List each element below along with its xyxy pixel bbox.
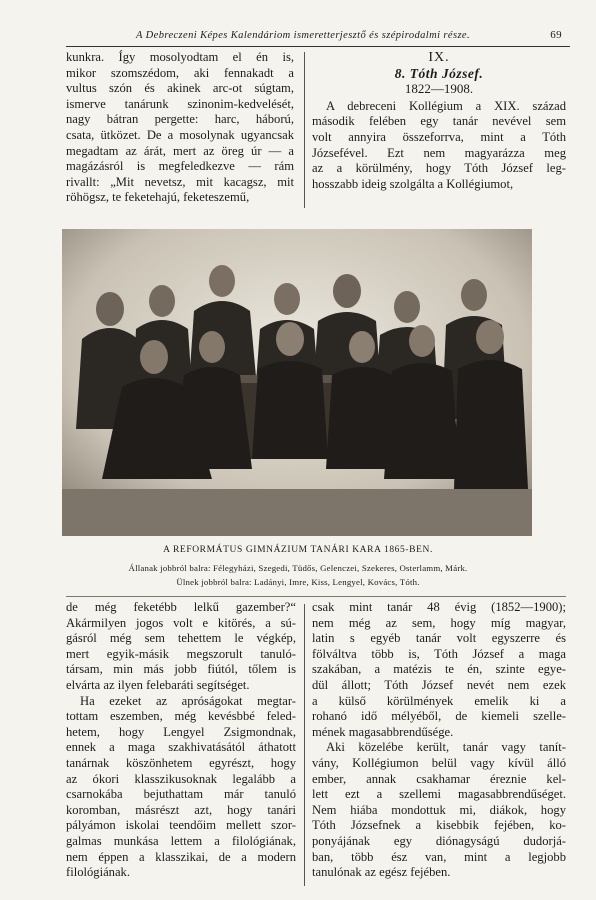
text-line: Józsefével. Ezt nem magyarázza meg	[312, 145, 566, 160]
text-line: röhögsz, te feketehajú, feketeszemű,	[66, 190, 250, 205]
header-rule	[66, 46, 570, 47]
text-line: pályámon iskolai teendőim mellett szor-	[66, 818, 296, 833]
text-line: hetem, hogy Lengyel Zsigmondnak,	[66, 724, 296, 739]
text-line: mert egyik-másik megszorult tanuló-	[66, 646, 296, 661]
text-line: latin s egyéb tanár volt egyszerre és	[312, 631, 566, 646]
text-line: Aki közelébe került, tanár vagy tanít-	[326, 740, 566, 755]
text-line: filológiának.	[66, 865, 131, 880]
left-bottom-column	[66, 600, 296, 881]
text-line: társam, min más jobb fiútól, tőlem is	[66, 662, 296, 677]
column-divider-bottom	[304, 604, 305, 886]
photo-caption-title: A REFORMÁTUS GIMNÁZIUM TANÁRI KARA 1865-BEN.	[163, 545, 433, 555]
text-line: A debreceni Kollégium a XIX. század	[326, 98, 566, 113]
photograph-image	[62, 229, 532, 536]
running-title: A Debreczeni Képes Kalendáriom ismeretterjesztő és szépirodalmi része.	[136, 30, 471, 41]
text-line: nem éppen a klasszikai, de a modern	[66, 849, 296, 864]
text-line: fölváltva több is, Tóth József a maga	[312, 646, 566, 661]
running-head	[66, 28, 570, 44]
section-years: 1822—1908.	[404, 81, 474, 97]
column-divider-top	[304, 52, 305, 208]
text-line: nagy bátran pergette: harc, háború,	[66, 112, 294, 127]
text-line: ember, annak csakhamar éreznie kel-	[312, 771, 566, 786]
section-heading	[312, 50, 566, 97]
right-top-text	[312, 99, 566, 193]
text-line: lett ezt a szellemi magasabbrendűséget.	[312, 787, 566, 802]
text-line: Nem hiába mondottuk mi, diákok, hogy	[312, 802, 566, 817]
text-line: ponyájának egy diónagyságú dudorjá-	[312, 833, 566, 848]
caption-rule	[66, 596, 566, 597]
photo-caption-seated: Ülnek jobbról balra: Ladányi, Imre, Kiss, Lengyel, Kovács, Tóth.	[176, 577, 420, 587]
left-top-column	[66, 50, 294, 206]
text-line: mikor szomszédom, aki fennakadt a	[66, 65, 294, 80]
text-line: rohanó idő mélyéből, de kiemeli szelle-	[312, 709, 566, 724]
text-line: dül állott; Tóth József nevét nem ezek	[312, 677, 566, 692]
text-line: kunkra. Így mosolyodtam el én is,	[66, 50, 294, 64]
page-number: 69	[550, 29, 562, 41]
text-line: vány, Kollégiumon belül vagy kívül álló	[312, 755, 566, 770]
text-line: ismerve tanárunk szinonim-kedvelését,	[66, 96, 294, 111]
text-line: gásról még sem tehettem le végkép,	[66, 631, 296, 646]
right-bottom-column	[312, 600, 566, 881]
text-line: de még feketébb lelkű gazember?“	[66, 600, 296, 614]
text-line: volt annyira összeforrva, mint a Tóth	[312, 129, 566, 144]
text-line: csata, ütközet. De a mosolynak ugyancsak	[66, 127, 294, 142]
section-number: IX.	[428, 50, 450, 65]
text-line: csarnokába bejuthattam már tanuló	[66, 787, 296, 802]
text-line: szakában, a matézis te én, szinte egye-	[312, 662, 566, 677]
text-line: elvárta az ilyen felebaráti segítséget.	[66, 677, 250, 692]
text-line: koromban, másrészt azt, hogy tanári	[66, 802, 296, 817]
text-line: csak mint tanár 48 évig (1852—1900);	[312, 600, 566, 614]
text-line: az ókori klasszikusoknak legalább a	[66, 771, 296, 786]
text-line: tanulónak az egész fejében.	[312, 865, 451, 880]
text-line: az a körülmény, hogy Tóth József leg-	[312, 161, 566, 176]
photo-caption-standing: Állanak jobbról balra: Félegyházi, Szegedi, Tüdős, Gelenczei, Szekeres, Osterlamm, Márk.	[128, 563, 468, 573]
text-line: második felében egy tanár nevével sem	[312, 114, 566, 129]
text-line: Tóth Józsefnek a kisebbik fejében, ko-	[312, 818, 566, 833]
text-line: tanárnak köszönhetem egyrészt, hogy	[66, 755, 296, 770]
text-line: galmas munkása lettem a filológiának,	[66, 833, 296, 848]
text-line: Ha ezeket az apróságokat megtar-	[80, 693, 296, 708]
text-line: ban, több ész van, mint a legjobb	[312, 849, 566, 864]
text-line: a külső körülmények emelik ki a	[312, 693, 566, 708]
text-line: magázásról is megfeledkezve — rám	[66, 159, 294, 174]
text-line: tottam eszemben, még kevésbbé feled-	[66, 709, 296, 724]
text-line: rivallt: „Mit nevetsz, mit kacagsz, mit	[66, 174, 294, 189]
text-line: mének magasabbrendűsége.	[312, 724, 454, 739]
section-name: 8. Tóth József.	[394, 65, 484, 81]
right-top-column	[312, 50, 566, 192]
group-photograph	[62, 229, 532, 536]
text-line: nem még az sem, hogy míg magyar,	[312, 615, 566, 630]
text-line: vultus szón és akinek arc-ot súgtam,	[66, 81, 294, 96]
text-line: Akármilyen jogos volt e kitörés, a sú-	[66, 615, 296, 630]
text-line: ennek a maga szakhivatásától áthatott	[66, 740, 296, 755]
text-line: hosszabb ideig szolgálta a Kollégiumot,	[312, 176, 514, 191]
text-line: megadtam az árát, mert az öreg úr — a	[66, 143, 294, 158]
